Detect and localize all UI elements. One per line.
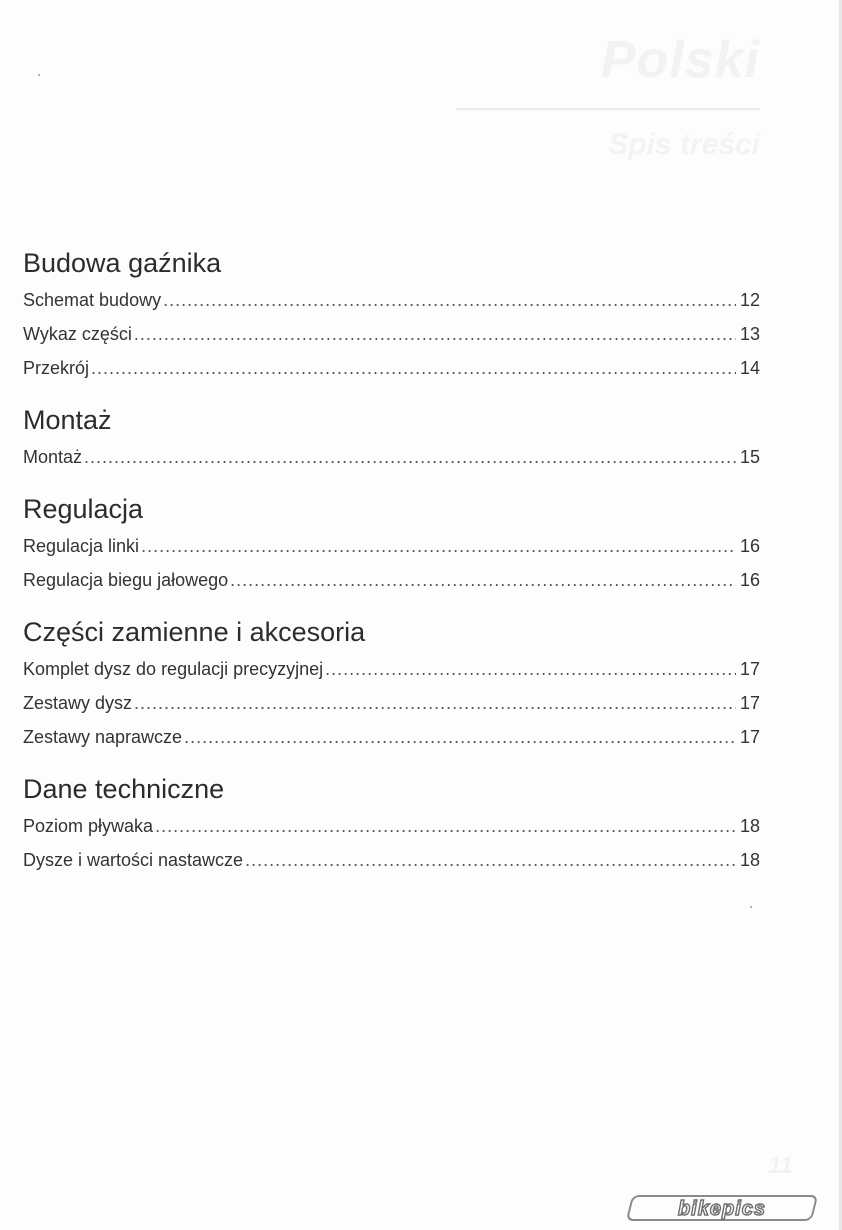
section-heading: Budowa gaźnika <box>23 248 222 278</box>
entry-page-number: 12 <box>739 290 760 310</box>
toc-entry <box>23 317 760 351</box>
toc-section <box>23 489 760 597</box>
entry-page-number: 14 <box>739 358 760 378</box>
toc-entry <box>23 563 760 597</box>
page-number: 11 <box>768 1152 793 1179</box>
table-of-contents <box>23 243 760 892</box>
entry-label: Poziom pływaka <box>23 816 154 836</box>
toc-entry <box>23 720 760 754</box>
watermark-text: bikepics <box>677 1198 767 1220</box>
entry-page-number: 16 <box>739 570 760 590</box>
toc-entry <box>23 686 760 720</box>
toc-entry <box>23 843 760 877</box>
toc-entry <box>23 440 760 474</box>
entry-page-number: 13 <box>739 324 760 344</box>
dot-leader <box>245 843 736 877</box>
entry-page-number: 17 <box>739 659 760 679</box>
scan-speck <box>750 906 752 908</box>
entry-label: Wykaz części <box>23 324 132 344</box>
dot-leader <box>91 351 736 385</box>
entry-label: Przekrój <box>23 358 90 378</box>
entry-page-number: 15 <box>739 447 760 467</box>
dot-leader <box>163 283 736 317</box>
entry-page-number: 18 <box>739 850 760 870</box>
language-title: Polski <box>600 31 760 89</box>
toc-entry <box>23 351 760 385</box>
header-divider <box>456 108 760 110</box>
dot-leader <box>141 529 736 563</box>
dot-leader <box>134 686 736 720</box>
entry-label: Montaż <box>23 447 83 467</box>
dot-leader <box>134 317 736 351</box>
dot-leader <box>230 563 736 597</box>
entry-page-number: 16 <box>739 536 760 556</box>
toc-section <box>23 243 760 385</box>
entry-label: Dysze i wartości nastawcze <box>23 850 244 870</box>
section-heading: Montaż <box>23 405 112 435</box>
dot-leader <box>84 440 736 474</box>
toc-section <box>23 612 760 754</box>
entry-label: Komplet dysz do regulacji precyzyjnej <box>23 659 324 679</box>
toc-section <box>23 769 760 877</box>
toc-section <box>23 400 760 474</box>
dot-leader <box>184 720 736 754</box>
entry-label: Regulacja biegu jałowego <box>23 570 229 590</box>
dot-leader <box>325 652 736 686</box>
toc-title: Spis treści <box>608 128 760 161</box>
section-heading: Części zamienne i akcesoria <box>23 617 366 647</box>
dot-leader <box>155 809 736 843</box>
entry-page-number: 17 <box>739 727 760 747</box>
entry-label: Zestawy naprawcze <box>23 727 183 747</box>
section-heading: Dane techniczne <box>23 774 225 804</box>
entry-label: Zestawy dysz <box>23 693 133 713</box>
entry-page-number: 18 <box>739 816 760 836</box>
toc-entry <box>23 283 760 317</box>
entry-label: Schemat budowy <box>23 290 162 310</box>
bikepics-watermark-logo <box>626 1192 818 1224</box>
section-heading: Regulacja <box>23 494 144 524</box>
entry-label: Regulacja linki <box>23 536 140 556</box>
toc-entry <box>23 809 760 843</box>
toc-entry <box>23 529 760 563</box>
scan-speck <box>38 74 40 76</box>
toc-entry <box>23 652 760 686</box>
entry-page-number: 17 <box>739 693 760 713</box>
